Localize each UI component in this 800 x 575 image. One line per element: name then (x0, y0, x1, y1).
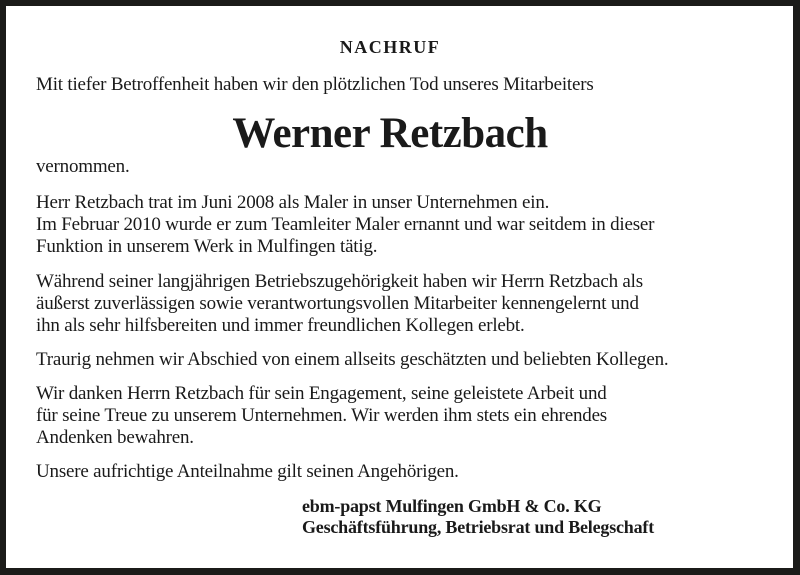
paragraph-line: Traurig nehmen wir Abschied von einem allseits geschätzten und beliebten Kollegen. (36, 349, 669, 370)
paragraph-line: Während seiner langjährigen Betriebszugehörigkeit haben wir Herrn Retzbach als (36, 271, 643, 292)
paragraph-line: Im Februar 2010 wurde er zum Teamleiter Maler ernannt und war seitdem in dieser (36, 214, 655, 235)
paragraph-line: Herr Retzbach trat im Juni 2008 als Maler in unser Unternehmen ein. (36, 192, 550, 213)
deceased-name: Werner Retzbach (232, 110, 548, 157)
paragraph-line: Funktion in unserem Werk in Mulfingen tätig. (36, 236, 378, 257)
paragraph-line: Unsere aufrichtige Anteilnahme gilt seinen Angehörigen. (36, 461, 459, 482)
paragraph-line: äußerst zuverlässigen sowie verantwortungsvollen Mitarbeiter kennengelernt und (36, 293, 639, 314)
notice-heading: NACHRUF (339, 37, 441, 57)
after-name-line: vernommen. (36, 156, 130, 177)
signature-company: ebm-papst Mulfingen GmbH & Co. KG (302, 496, 602, 516)
paragraph-line: für seine Treue zu unserem Unternehmen. Wir werden ihm stets ein ehrendes (36, 405, 608, 426)
intro-line: Mit tiefer Betroffenheit haben wir den plötzlichen Tod unseres Mitarbeiters (36, 74, 594, 95)
paragraph-line: Andenken bewahren. (36, 427, 194, 448)
paragraph-line: Wir danken Herrn Retzbach für sein Engagement, seine geleistete Arbeit und (36, 383, 607, 404)
paragraph-line: ihn als sehr hilfsbereiten und immer freundlichen Kollegen erlebt. (36, 315, 525, 336)
signature-groups: Geschäftsführung, Betriebsrat und Belegschaft (302, 517, 654, 537)
obituary-notice (6, 6, 793, 568)
